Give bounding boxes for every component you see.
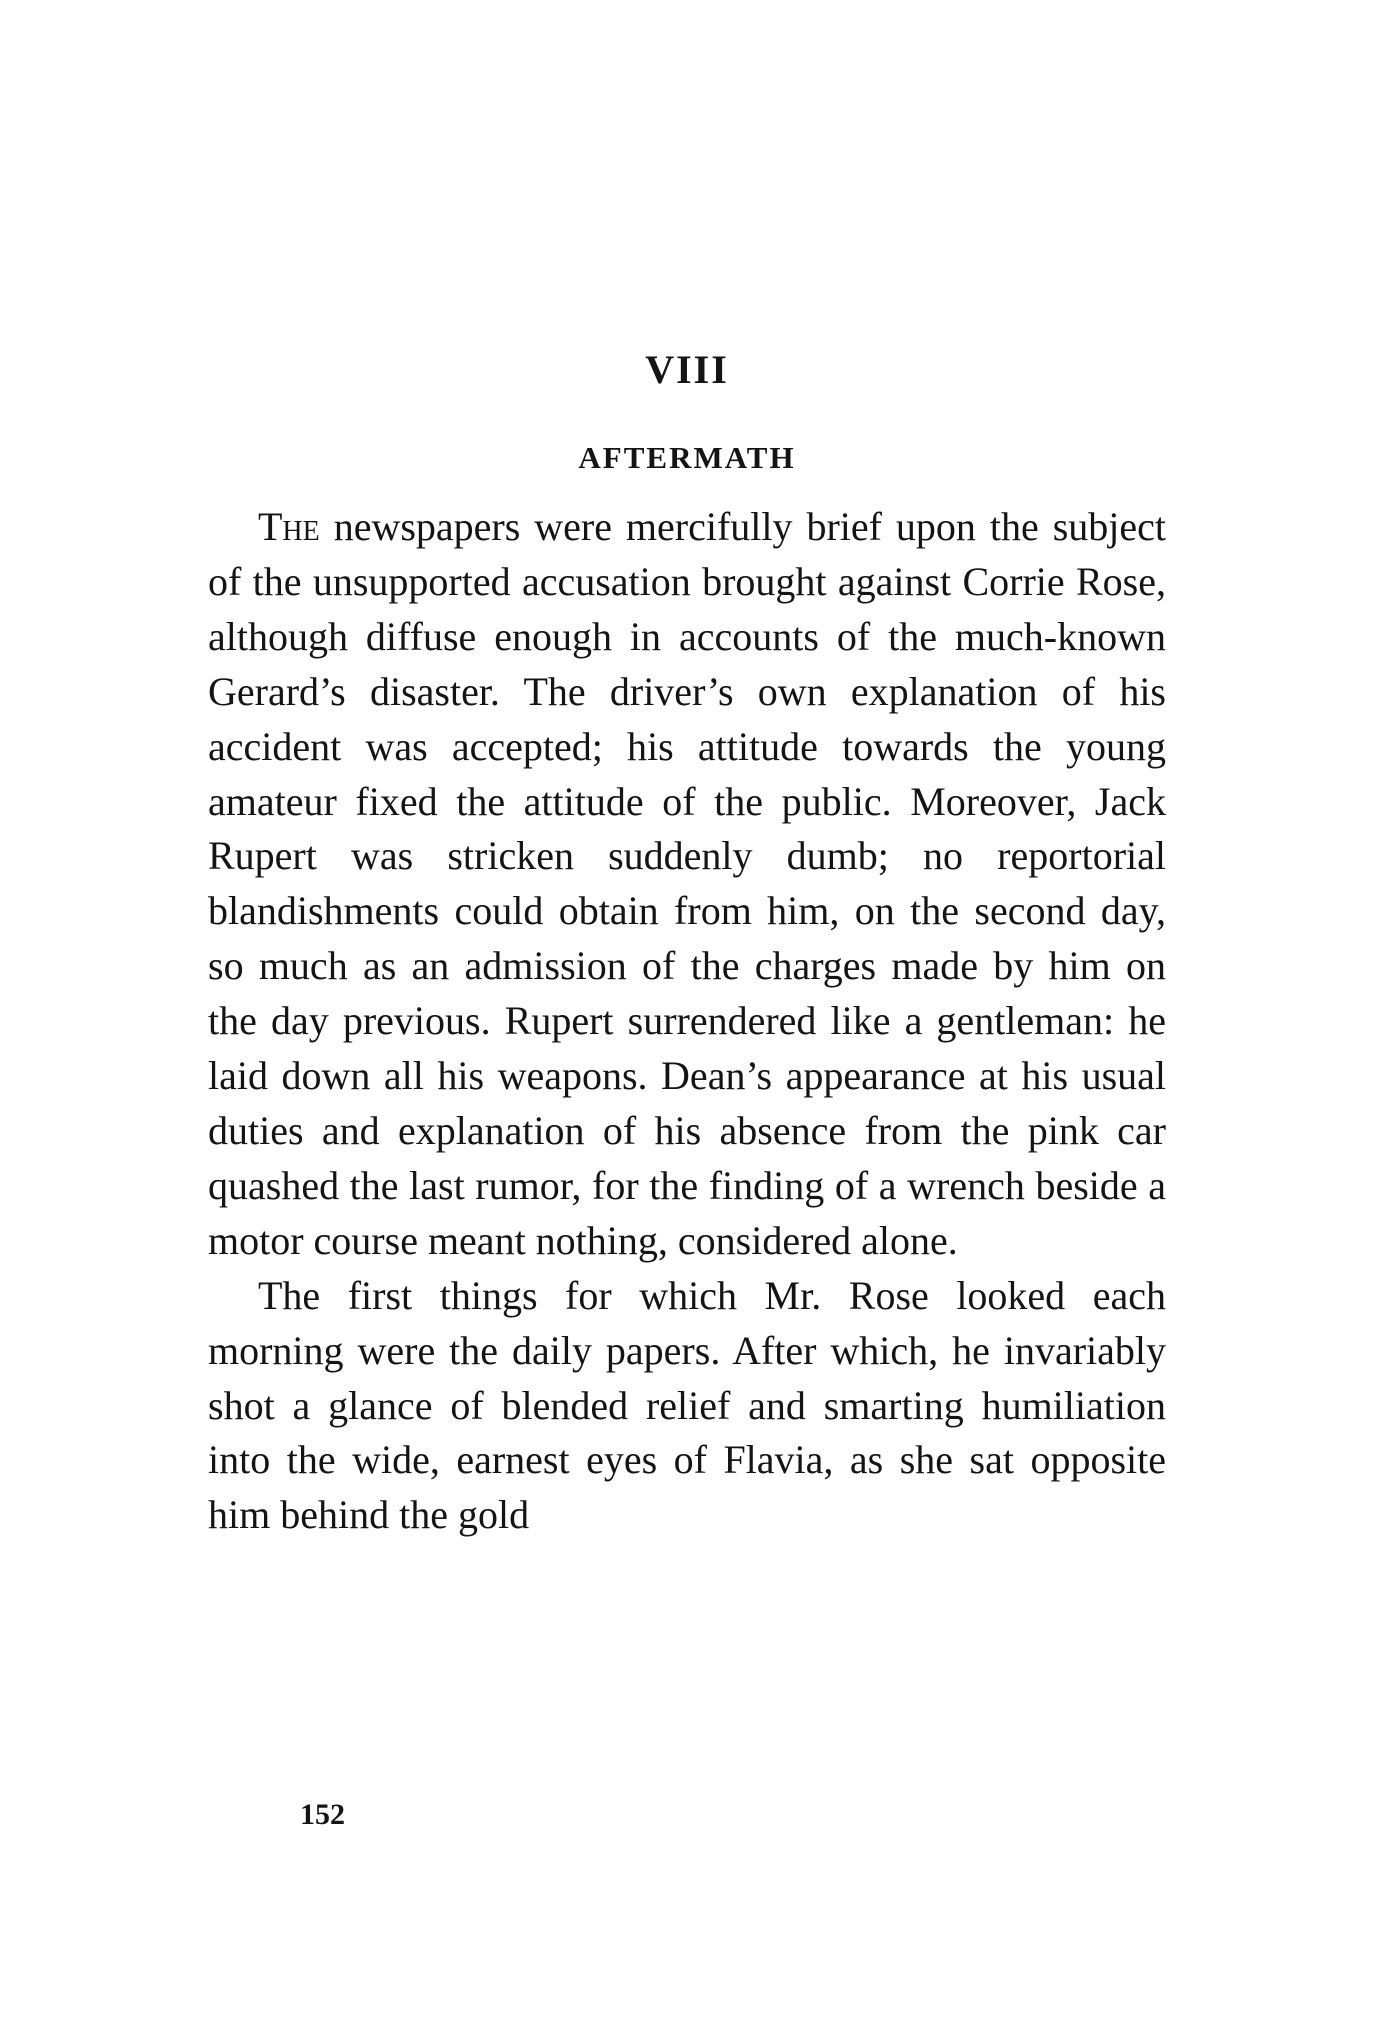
page-number: 152 [300,1798,345,1831]
chapter-number: VIII [645,347,729,392]
chapter-title: AFTERMATH [578,440,796,475]
body-text [208,500,1166,1543]
paragraph-1-text: newspapers were mercifully brief upon the subject of the unsupported accusation brought against Corrie Rose, although diffuse enough in accounts of the much-known Gerard’s disaster. The driver’s own explanation of his accident was accepted; his attitude towards the young amateur fixed the attitude of the public. Moreover, Jack Rupert was stricken suddenly dumb; no reportorial blandishments could obtain from him, on the second day, so much as an admission of the charges made by him on the day previous. Rupert surrendered like a gentleman: he laid down all his weapons. Dean’s appearance at his usual duties and explanation of his absence from the pink car quashed the last rumor, for the finding of a wrench beside a motor course meant nothing, considered alone. [208,504,1166,1263]
paragraph-2 [208,1269,1166,1544]
paragraph-1 [208,500,1166,1269]
paragraph-2-text: The first things for which Mr. Rose looked each morning were the daily papers. After which, he invariably shot a glance of blended relief and smarting humiliation into the wide, earnest eyes of Flavia, as she sat opposite him behind the gold [208,1272,1166,1538]
paragraph-lead-word: The [258,504,320,549]
